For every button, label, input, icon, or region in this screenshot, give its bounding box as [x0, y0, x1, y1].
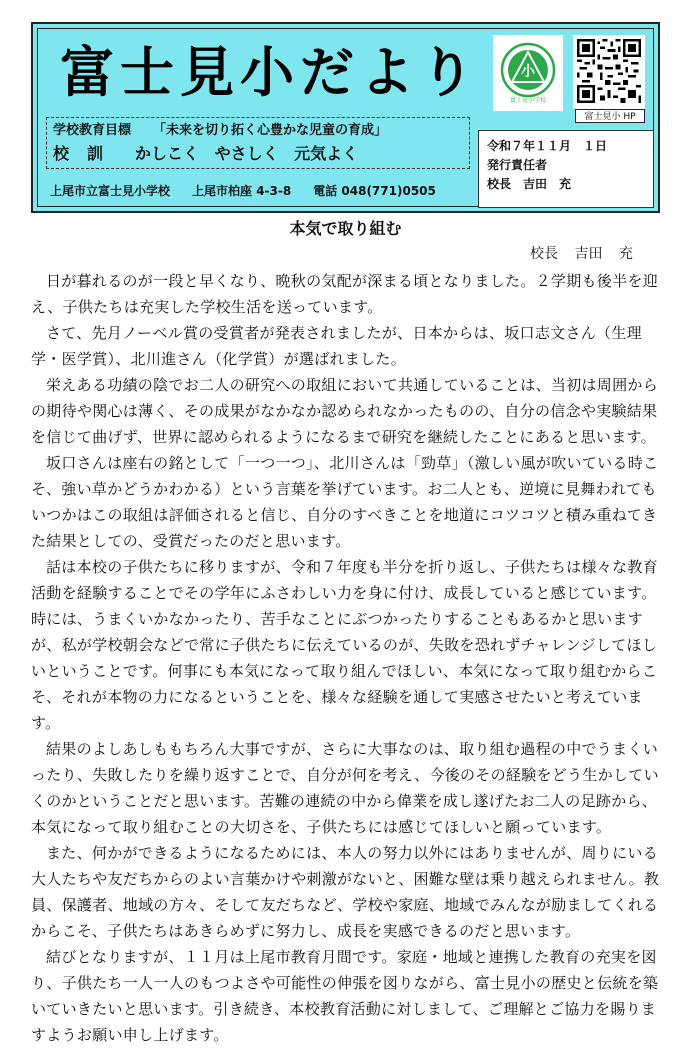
qr-code[interactable] [573, 35, 645, 109]
paragraph: 坂口さんは座右の銘として「一つ一つ」、北川さんは「勁草」（激しい風が吹いている時こそ、強い草かどうかわかる）という言葉を挙げています。お二人とも、逆境に見舞われてもいつかはこの取組は評価されると信じ、自分のすべきことを地道にコツコツと積み重ねてきた結果としての、受賞だったのだと思います。 [31, 454, 659, 550]
header-inner-frame [37, 28, 654, 207]
motto-text: かしこく やさしく 元気よく [135, 144, 359, 163]
paragraph: 話は本校の子供たちに移りますが、令和７年度も半分を折り返し、子供たちは様々な教育活動を経験することでその学年にふさわしい力を身に付け、成長していると感じています。時には、うまくいかなかったり、苦手なことにぶつかったりすることもあるかと思いますが、私が学校朝会などで常に子供たちに伝えているのが、失敗を恐れずチャレンジしてほしいということです。何事にも本気になって取り組んでほしい、本気になって取り組むからこそ、それが本物の力になるということを、様々な経験を通して実感させたいと考えています。 [31, 558, 659, 732]
newsletter-title: 富士見小だより [60, 40, 480, 104]
goal-text: 「未来を切り拓く心豊かな児童の育成」 [153, 123, 388, 138]
publisher-label: 発行責任者 [487, 158, 548, 172]
emblem-caption: 富士見小学校 [509, 97, 547, 104]
issue-info-box [478, 130, 654, 208]
paragraph: 結びとなりますが、１１月は上尾市教育月間です。家庭・地域と連携した教育の充実を図り、子供たち一人一人のもつよさや可能性の伸張を図りながら、富士見小の歴史と伝統を築いていきたいと思います。引き続き、本校教育活動に対しまして、ご理解とご協力を賜りますようお願い申し上げます。 [31, 948, 659, 1044]
article-author: 校長 吉田 充 [530, 246, 633, 262]
paragraph: 日が暮れるのが一段と早くなり、晩秋の気配が深まる頃となりました。２学期も後半を迎え、子供たちは充実した学校生活を送っています。 [31, 272, 659, 316]
school-name: 上尾市立富士見小学校 [50, 184, 171, 198]
educational-goal-box [46, 117, 470, 169]
paragraph: 結果のよしあしももちろん大事ですが、さらに大事なのは、取り組む過程の中でうまくいったり、失敗したりを繰り返すことで、自分が何を考え、今後のその経験をどう生かしていくのかということだと思います。苦難の連続の中から偉業を成し遂げたお二人の足跡から、本気になって取り組むことの大切さを、子供たちには感じてほしいと願っています。 [31, 740, 659, 836]
motto-label: 校訓 [53, 144, 122, 163]
school-emblem-icon [498, 42, 558, 104]
school-contact [50, 181, 436, 201]
goal-row [53, 122, 387, 140]
paragraph: さて、先月ノーベル賞の受賞者が発表されましたが、日本からは、坂口志文さん（生理学・医学賞）、北川進さん（化学賞）が選ばれました。 [31, 324, 642, 368]
homepage-label: 富士見小 HP [575, 109, 645, 123]
emblem-mark: 小 [521, 64, 535, 80]
school-logo [493, 35, 563, 111]
school-phone: 電話 048(771)0505 [313, 184, 436, 198]
publisher-name: 校長 吉田 充 [487, 177, 572, 191]
motto-row [53, 143, 358, 165]
qr-code-icon [577, 39, 641, 103]
school-address: 上尾市柏座 4-3-8 [192, 184, 292, 198]
article-title: 本気で取り組む [289, 219, 402, 238]
article-body [31, 268, 663, 1048]
goal-label: 学校教育目標 [53, 123, 132, 138]
newsletter-header [31, 22, 660, 213]
paragraph: 栄えある功績の陰でお二人の研究への取組において共通していることは、当初は周囲からの期待や関心は薄く、その成果がなかなか認められなかったものの、自分の信念や実験結果を信じて曲げず、世界に認められるようになるまで研究を継続したことにあると思います。 [31, 376, 659, 446]
paragraph: また、何かができるようになるためには、本人の努力以外にはありませんが、周りにいる大人たちや友だちからのよい言葉かけや刺激がないと、困難な壁は乗り越えられません。教員、保護者、地域の方々、そして友だちなど、学校や家庭、地域でみんなが励ましてくれるからこそ、子供たちはあきらめずに努力し、成長を実感できるのだと思います。 [31, 844, 660, 940]
issue-date: 令和７年１１月 １日 [487, 139, 608, 153]
